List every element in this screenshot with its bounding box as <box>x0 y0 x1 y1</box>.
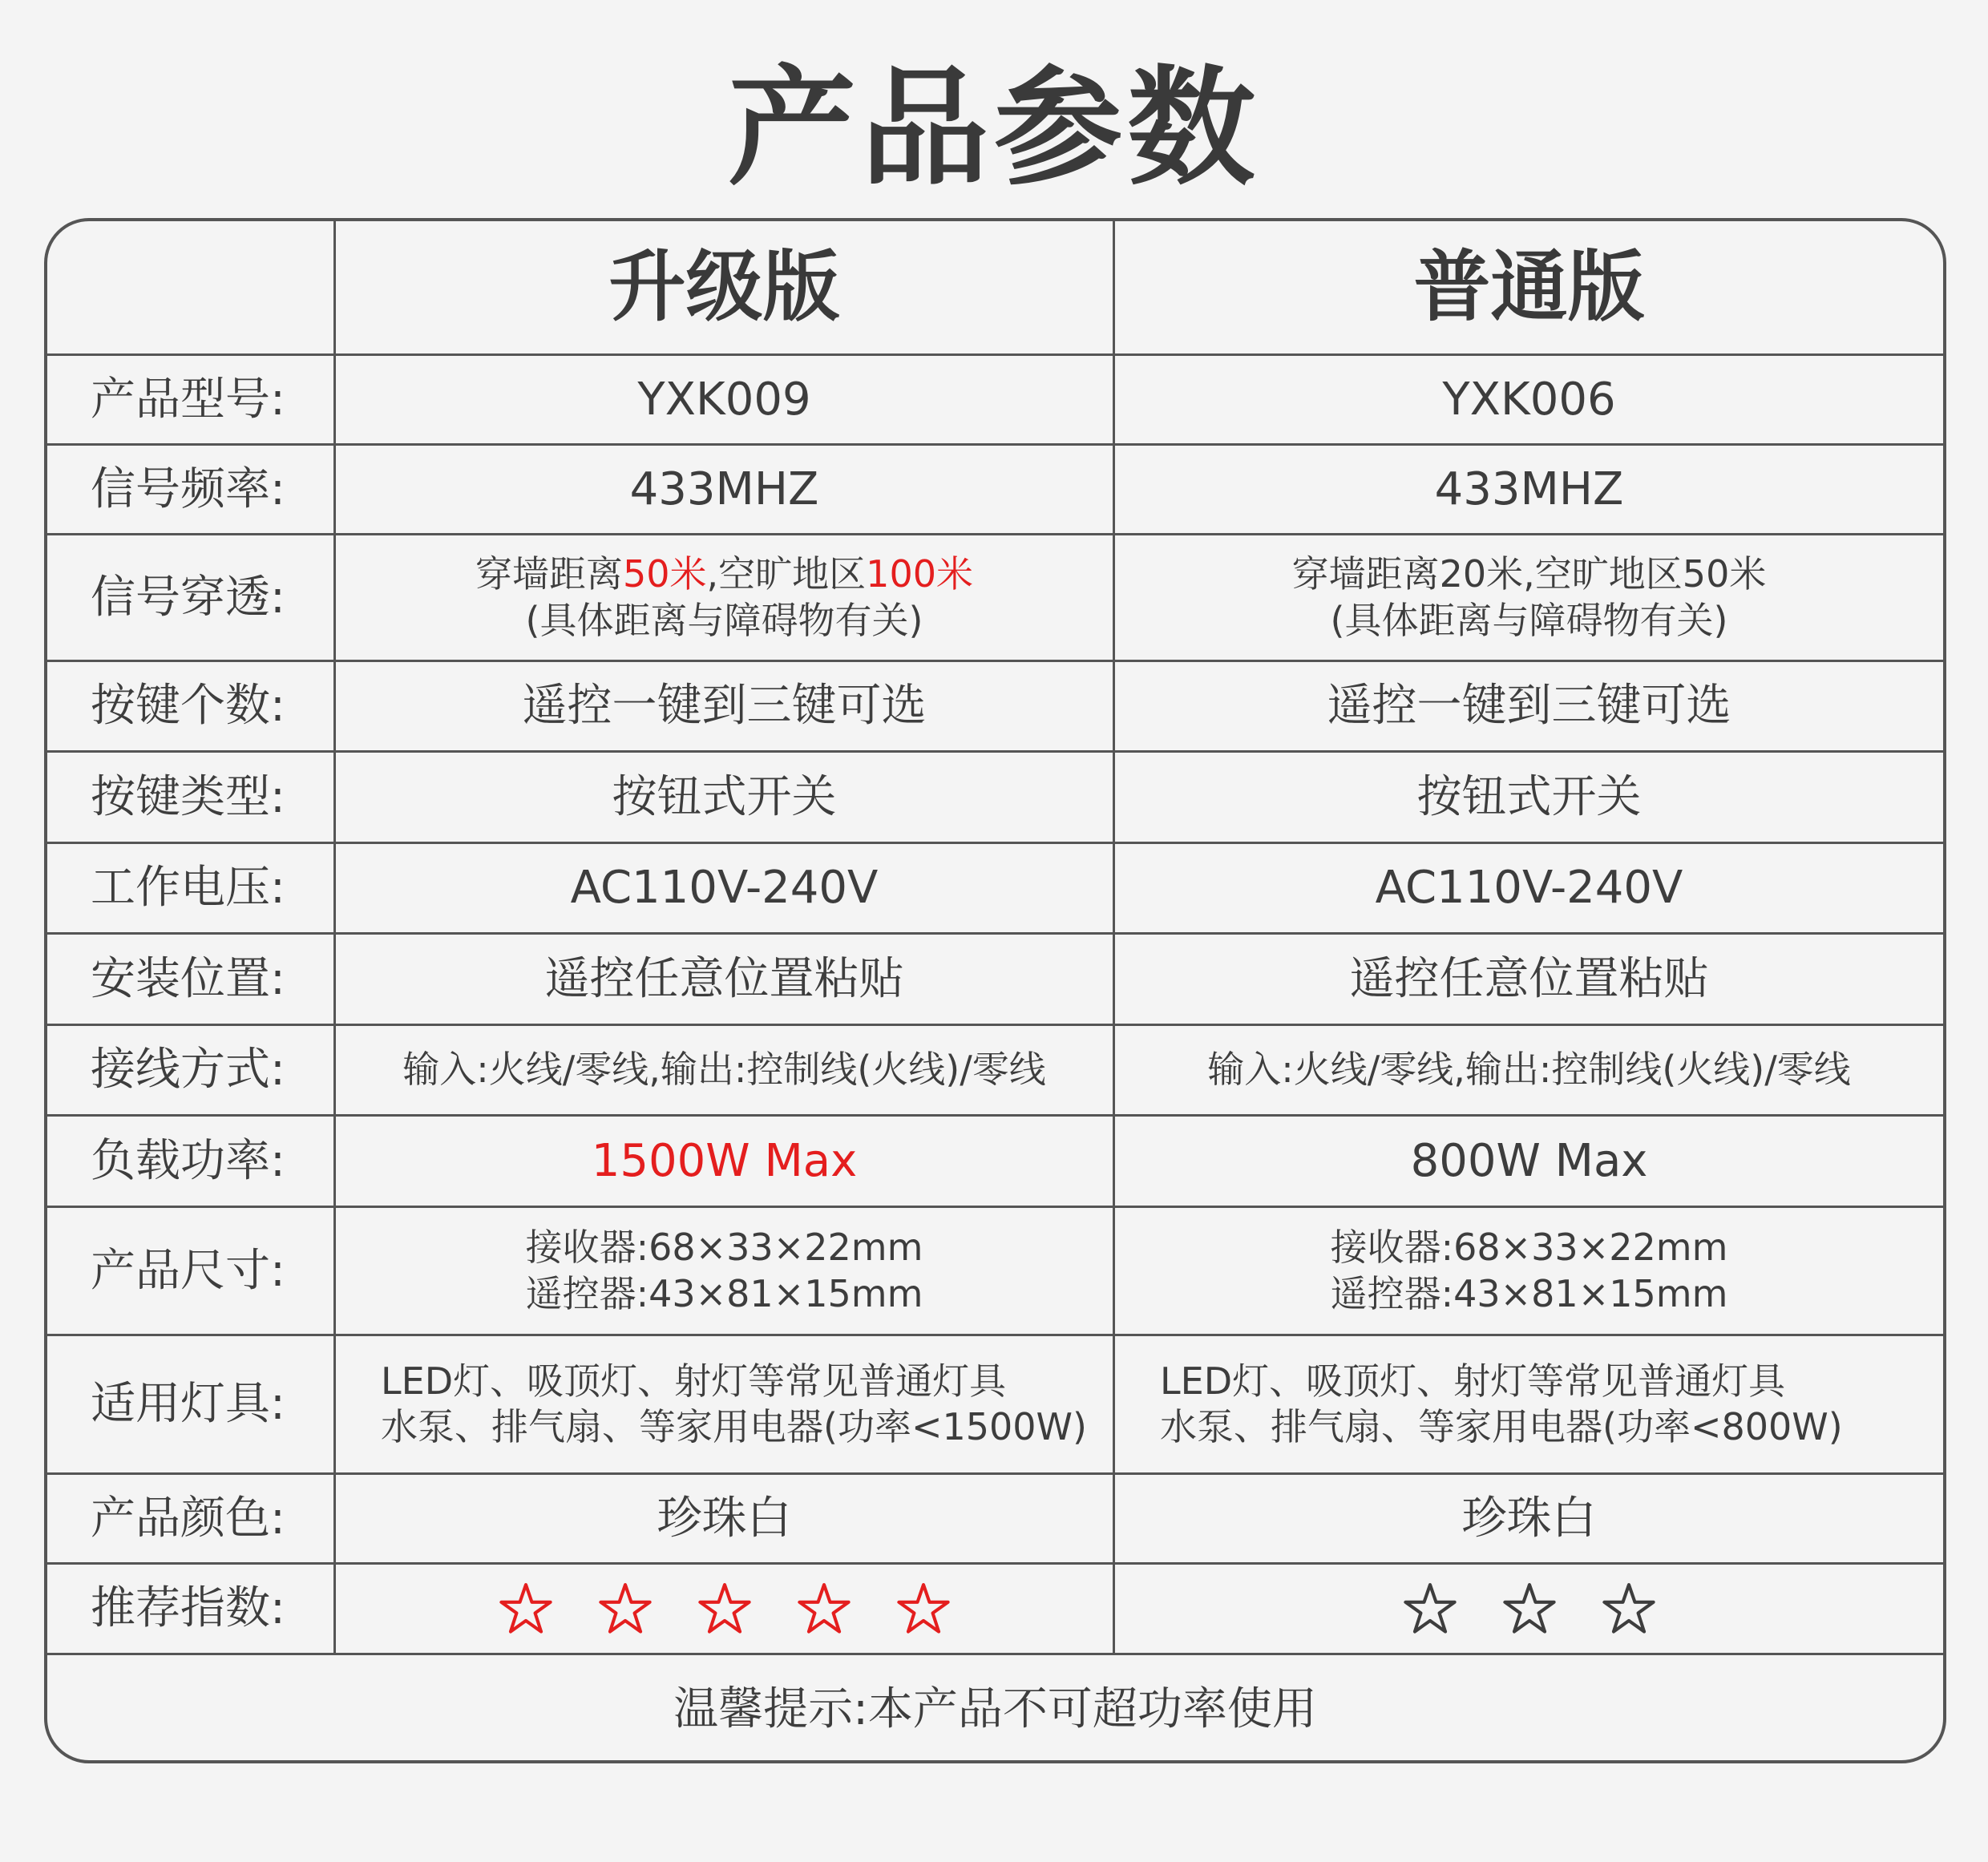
install-upgrade: 遥控任意位置粘贴 <box>336 935 1115 1026</box>
keys-upgrade: 遥控一键到三键可选 <box>336 662 1115 753</box>
keys-standard: 遥控一键到三键可选 <box>1115 662 1943 753</box>
star-outline-icon <box>896 1581 951 1636</box>
voltage-standard: AC110V-240V <box>1115 844 1943 935</box>
penetration-standard <box>1115 535 1943 662</box>
remote-size: 遥控器:43×81×15mm <box>1330 1271 1728 1315</box>
row-label-frequency: 信号频率: <box>47 446 336 535</box>
lamps-upgrade <box>336 1336 1115 1475</box>
row-label-color: 产品颜色: <box>47 1475 336 1565</box>
rating-upgrade <box>336 1565 1115 1655</box>
column-header-standard: 普通版 <box>1115 221 1943 356</box>
row-label-load: 负载功率: <box>47 1117 336 1208</box>
load-standard: 800W Max <box>1115 1117 1943 1208</box>
lamps-line2: 水泵、排气扇、等家用电器(功率<1500W) <box>381 1405 1087 1448</box>
lamps-line1: LED灯、吸顶灯、射灯等常见普通灯具 <box>1160 1359 1786 1403</box>
page-title: 产品参数 <box>727 53 1260 203</box>
model-standard: YXK006 <box>1115 356 1943 446</box>
row-label-voltage: 工作电压: <box>47 844 336 935</box>
row-label-penetration: 信号穿透: <box>47 535 336 662</box>
spec-grid <box>47 221 1943 1763</box>
receiver-size: 接收器:68×33×22mm <box>1330 1226 1728 1269</box>
footer-note: 温馨提示:本产品不可超功率使用 <box>673 1683 1317 1736</box>
star-outline-icon <box>1602 1581 1656 1636</box>
row-label-keys: 按键个数: <box>47 662 336 753</box>
size-upgrade <box>336 1208 1115 1336</box>
install-standard: 遥控任意位置粘贴 <box>1115 935 1943 1026</box>
voltage-upgrade: AC110V-240V <box>336 844 1115 935</box>
load-upgrade: 1500W Max <box>336 1117 1115 1208</box>
frequency-upgrade: 433MHZ <box>336 446 1115 535</box>
penetration-upgrade-note: (具体距离与障碍物有关) <box>525 598 923 642</box>
penetration-upgrade-line1 <box>475 551 973 598</box>
wall-distance-value: 50米 <box>623 552 707 596</box>
star-outline-icon <box>697 1581 752 1636</box>
column-header-upgrade: 升级版 <box>336 221 1115 356</box>
open-distance-value: 100米 <box>866 552 973 596</box>
row-label-size: 产品尺寸: <box>47 1208 336 1336</box>
lamps-standard <box>1115 1336 1943 1475</box>
spec-table <box>44 218 1946 1763</box>
penetration-standard-note: (具体距离与障碍物有关) <box>1330 598 1728 642</box>
model-upgrade: YXK009 <box>336 356 1115 446</box>
color-standard: 珍珠白 <box>1115 1475 1943 1565</box>
wiring-standard: 输入:火线/零线,输出:控制线(火线)/零线 <box>1115 1026 1943 1117</box>
size-standard <box>1115 1208 1943 1336</box>
penetration-text: 穿墙距离 <box>475 552 623 596</box>
row-label-key-type: 按键类型: <box>47 753 336 844</box>
penetration-upgrade <box>336 535 1115 662</box>
lamps-line1: LED灯、吸顶灯、射灯等常见普通灯具 <box>381 1359 1007 1403</box>
receiver-size: 接收器:68×33×22mm <box>525 1226 923 1269</box>
penetration-standard-line1: 穿墙距离20米,空旷地区50米 <box>1291 552 1767 596</box>
row-label-install: 安装位置: <box>47 935 336 1026</box>
color-upgrade: 珍珠白 <box>336 1475 1115 1565</box>
star-outline-icon <box>1403 1581 1457 1636</box>
wiring-upgrade: 输入:火线/零线,输出:控制线(火线)/零线 <box>336 1026 1115 1117</box>
frequency-standard: 433MHZ <box>1115 446 1943 535</box>
lamps-line2: 水泵、排气扇、等家用电器(功率<800W) <box>1160 1405 1843 1448</box>
star-outline-icon <box>598 1581 653 1636</box>
row-label-model: 产品型号: <box>47 356 336 446</box>
row-label-wiring: 接线方式: <box>47 1026 336 1117</box>
header-empty-cell <box>47 221 336 356</box>
star-outline-icon <box>1502 1581 1557 1636</box>
row-label-lamps: 适用灯具: <box>47 1336 336 1475</box>
rating-standard <box>1115 1565 1943 1655</box>
remote-size: 遥控器:43×81×15mm <box>525 1271 923 1315</box>
star-outline-icon <box>797 1581 851 1636</box>
row-label-rating: 推荐指数: <box>47 1565 336 1655</box>
key-type-upgrade: 按钮式开关 <box>336 753 1115 844</box>
penetration-text: ,空旷地区 <box>706 552 867 596</box>
star-outline-icon <box>499 1581 553 1636</box>
key-type-standard: 按钮式开关 <box>1115 753 1943 844</box>
